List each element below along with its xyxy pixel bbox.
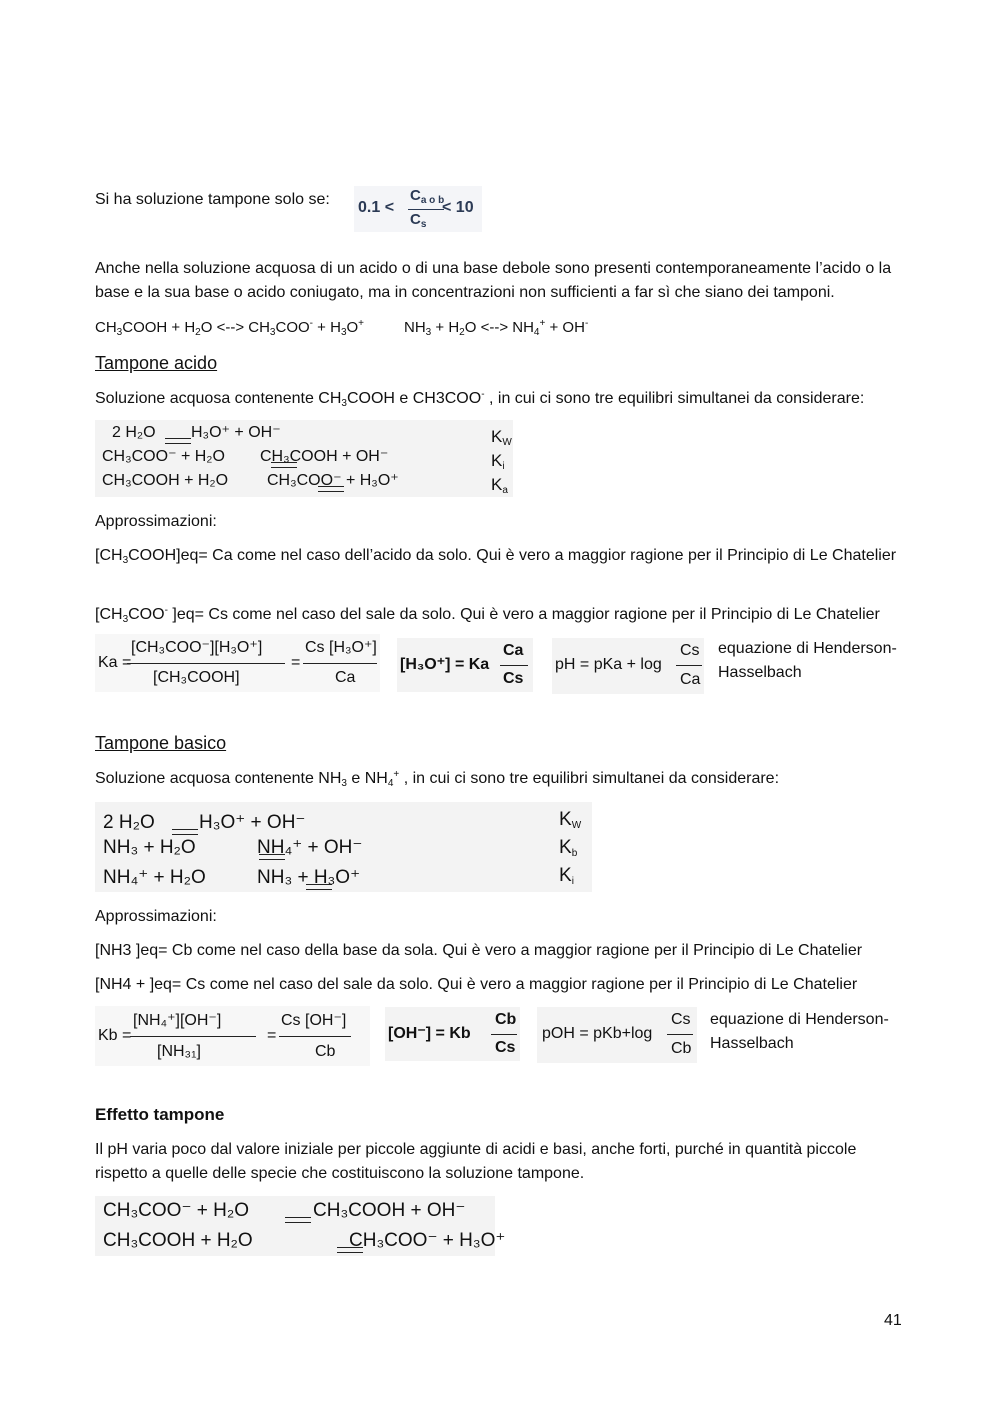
- base-equilibrium-row: 2 H₂O: [103, 812, 155, 833]
- ka-formula: [95, 634, 380, 692]
- ka-lhs: Ka =: [98, 654, 132, 671]
- base-buffer-description: Soluzione acquosa contenente $NH_3$ e $NH_4^+$ , in cui ci sono tre equilibri simultanei da considerare:: [95, 769, 780, 789]
- base-approximations-label: Approssimazioni:: [95, 908, 217, 925]
- base-equilibrium-row: NH₄⁺ + H₂O: [103, 867, 206, 888]
- acid-equilibrium-row: 2 H₂O: [112, 424, 156, 441]
- acid-equilibrium-products: CH₃COOH + OH⁻: [260, 448, 389, 465]
- reaction-acetic-acid: $CH_3COOH + H_2O$ <--> $CH_3COO^- + H_3O^+$: [95, 318, 365, 338]
- ka-numerator-2: Cs [H₃O⁺]: [305, 639, 377, 656]
- buffer-effect-paragraph: Il pH varia poco dal valore iniziale per piccole aggiunte di acidi e basi, anche forti, purché in quantità piccole rispetto a quelle delle specie che costituiscono la soluzione tampone.: [95, 1141, 857, 1182]
- kb-fraction-bar: [130, 1036, 256, 1037]
- condition-high: < 10: [442, 199, 474, 216]
- base-hh-label: equazione di Henderson-Hasselbach: [710, 1011, 889, 1052]
- acid-approximation-1: $[CH_3COOH]eq= Ca$ come nel caso dell’acido da solo. Qui è vero a maggior ragione per il Principio di Le Chatelier: [95, 547, 897, 566]
- ph-formula: [552, 638, 704, 694]
- kb-fraction-bar-2: [279, 1036, 351, 1037]
- acid-equilibrium-products: CH₃COO⁻ + H₃O⁺: [267, 472, 399, 489]
- base-approximation-1: [NH3 ]eq= Cb come nel caso della base da sola. Qui è vero a maggior ragione per il Principio di Le Chatelier: [95, 942, 863, 959]
- buffer-reaction-products: CH₃COOH + OH⁻: [313, 1200, 466, 1221]
- acid-buffer-description: Soluzione acquosa contenente $CH_3COOH$ e CH3COO- , in cui ci sono tre equilibri simultanei da considerare:: [95, 389, 865, 409]
- ka-numerator: [CH₃COO⁻][H₃O⁺]: [131, 639, 263, 656]
- poh-fraction-bar: [667, 1034, 693, 1035]
- acid-equilibrium-row: CH₃COO⁻ + H₂O: [102, 448, 225, 465]
- condition-denominator: $C_s$: [410, 211, 427, 230]
- acid-equilibria-image: [95, 420, 513, 497]
- kb-denominator: [NH₃₁]: [157, 1043, 201, 1060]
- h3o-lhs: [H₃O⁺] = Ka: [400, 656, 490, 673]
- constant-kw: $K_W$: [559, 809, 582, 831]
- ph-numerator: Cs: [680, 642, 700, 659]
- poh-lhs: pOH = pKb+log: [542, 1025, 653, 1042]
- equilibrium-arrow-icon: [285, 1215, 311, 1225]
- condition-formula: [354, 186, 482, 232]
- oh-denominator: Cs: [495, 1039, 516, 1056]
- h3o-denominator: Cs: [503, 670, 524, 687]
- oh-formula: [385, 1007, 520, 1061]
- kb-equals: =: [267, 1027, 277, 1044]
- condition-low: 0.1 <: [358, 199, 395, 216]
- ka-fraction-bar-2: [303, 663, 377, 664]
- page-number: 41: [884, 1312, 902, 1329]
- oh-numerator: Cb: [495, 1011, 517, 1028]
- constant-kb: $K_b$: [559, 837, 578, 859]
- h3o-numerator: Ca: [503, 642, 524, 659]
- h3o-formula: [397, 638, 533, 692]
- kb-numerator: [NH₄⁺][OH⁻]: [133, 1012, 222, 1029]
- acid-approximation-2: [$CH_3COO^-$ ]eq= Cs come nel caso del sale da solo. Qui è vero a maggior ragione per il Principio di Le Chatelier: [95, 605, 880, 625]
- ph-denominator: Ca: [680, 671, 701, 688]
- condition-numerator: $C_{a o b}$: [410, 187, 445, 206]
- ph-lhs: pH = pKa + log: [555, 656, 662, 673]
- base-buffer-heading: Tampone basico: [95, 733, 227, 753]
- constant-ki: $K_i$: [491, 451, 505, 472]
- poh-formula: [537, 1007, 697, 1063]
- reaction-ammonia: $NH_3 + H_2O$ <--> $NH_4^+ + OH^-$: [404, 318, 589, 338]
- base-equilibrium-products: NH₃ + H₃O⁺: [257, 867, 361, 888]
- acid-equilibrium-row: CH₃COOH + H₂O: [102, 472, 229, 489]
- oh-lhs: [OH⁻] = Kb: [388, 1025, 471, 1042]
- base-equilibria-image: [95, 802, 592, 892]
- constant-kw: $K_W$: [491, 427, 512, 448]
- kb-denominator-2: Cb: [315, 1043, 336, 1060]
- kb-numerator-2: Cs [OH⁻]: [281, 1012, 347, 1029]
- acid-equilibrium-products: H₃O⁺ + OH⁻: [191, 424, 281, 441]
- ka-denominator: [CH₃COOH]: [153, 669, 240, 686]
- acid-buffer-heading: Tampone acido: [95, 353, 218, 373]
- intro-paragraph: Anche nella soluzione acquosa di un acido o di una base debole sono presenti contemporaneamente l’acido o la base e la sua base o acido coniugato, ma in concentrazioni non sufficienti a far sì che siano dei tamponi.: [95, 260, 892, 301]
- buffer-effect-heading: Effetto tampone: [95, 1105, 225, 1124]
- buffer-reaction-products: CH₃COO⁻ + H₃O⁺: [349, 1230, 506, 1251]
- poh-numerator: Cs: [671, 1011, 691, 1028]
- buffer-effect-reactions: [95, 1196, 506, 1256]
- base-approximation-2: [NH4 + ]eq= Cs come nel caso del sale da solo. Qui è vero a maggior ragione per il Principio di Le Chatelier: [95, 976, 858, 993]
- ph-fraction-bar: [676, 665, 702, 666]
- acid-hh-label: equazione di Henderson-Hasselbach: [718, 640, 897, 681]
- base-equilibrium-products: H₃O⁺ + OH⁻: [199, 812, 306, 833]
- constant-ka: $K_a$: [491, 475, 508, 496]
- condition-label: Si ha soluzione tampone solo se:: [95, 191, 330, 208]
- buffer-reaction-row: CH₃COO⁻ + H₂O: [103, 1200, 250, 1221]
- poh-denominator: Cb: [671, 1040, 692, 1057]
- oh-fraction-bar: [491, 1034, 517, 1035]
- acid-approximations-label: Approssimazioni:: [95, 513, 217, 530]
- ka-denominator-2: Ca: [335, 669, 356, 686]
- constant-ki: $K_i$: [559, 865, 574, 887]
- ka-fraction-bar: [127, 663, 285, 664]
- buffer-reaction-row: CH₃COOH + H₂O: [103, 1230, 253, 1251]
- base-equilibrium-row: NH₃ + H₂O: [103, 837, 196, 858]
- base-equilibrium-products: NH₄⁺ + OH⁻: [257, 837, 363, 858]
- ka-equals: =: [291, 654, 301, 671]
- kb-lhs: Kb =: [98, 1027, 132, 1044]
- h3o-fraction-bar: [500, 665, 528, 666]
- kb-formula: [95, 1006, 370, 1066]
